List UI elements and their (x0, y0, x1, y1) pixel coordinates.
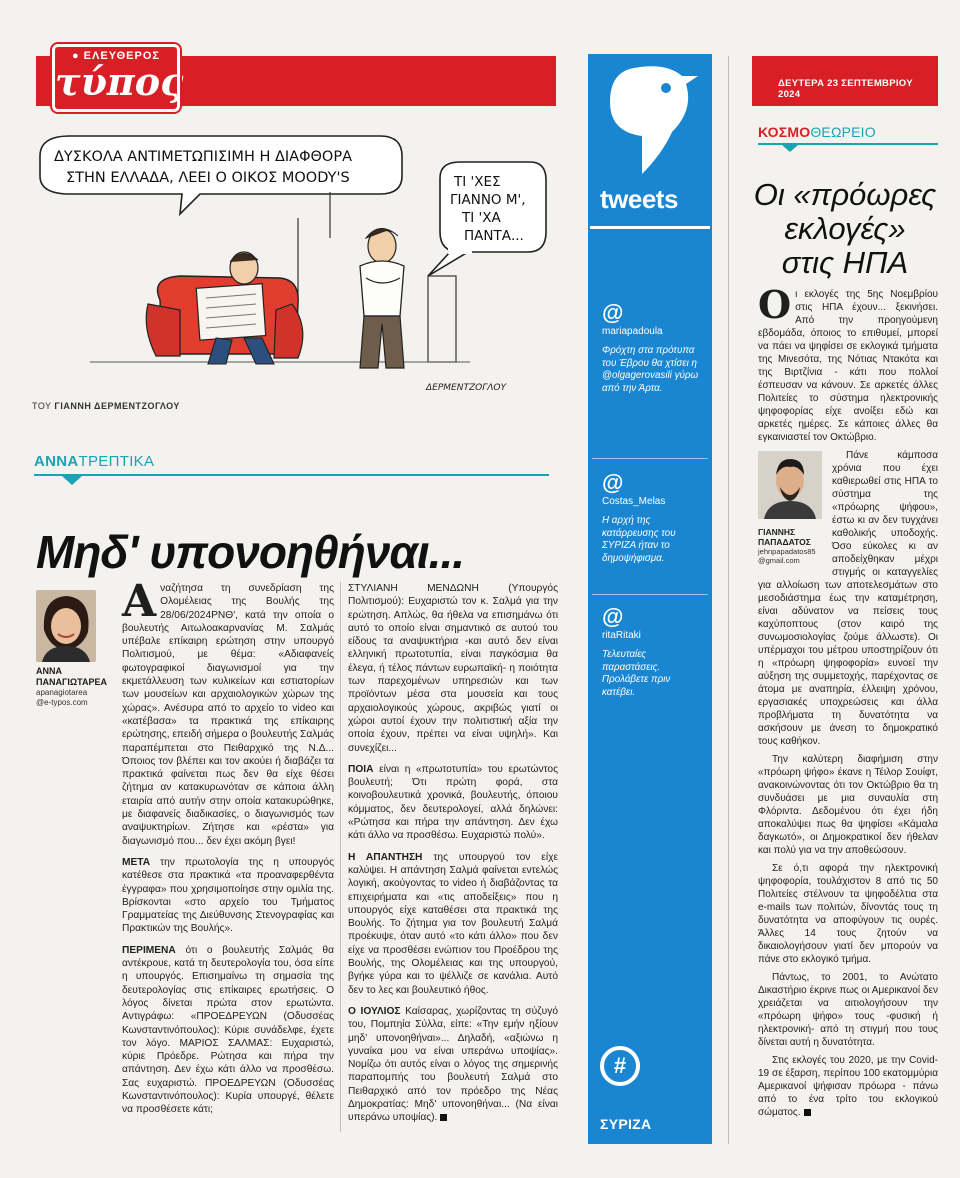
tweets-divider (590, 226, 710, 229)
section-divider-notch (62, 476, 82, 485)
bubble-right-line3: ΤΙ 'ΧΑ (462, 210, 501, 226)
right-section-tag (758, 124, 876, 140)
article-column-2 (348, 582, 558, 1133)
political-cartoon (30, 128, 550, 398)
right-section-rest: ΘΕΩΡΕΙΟ (810, 124, 876, 140)
paragraph-1: Αναζήτησα τη συνεδρίαση της Ολομέλειας της Βουλής της 28/06/2024ΡΝΘ', κατά την οποία ο βουλευτής Αιτωλοακαρνανίας Μ. Σαλμάς υπέβαλε επίκαιρη ερώτηση στην υπουργό Πολιτισμού, με θέμα: «Αδιαφανείς φωτογραφικοί διαγωνισμοί για την εκμετάλλευση των κυλικείων και εστιατορίων των μουσείων και αρχαιολογικών χώρων της χώρας». Ανέσυρα από το αρχείο το video και «κατέβασα» τα πρακτικά της επίκαιρης ερώτησης, επειδή σήμερα ο βουλευτής Σαλμάς παραπέμπεται στο Πειθαρχικό της Ν.Δ... Όποιος τον βλέπει και τον ακούει ή διαβάζει τα πρακτικά φαίνεται πως δεν θα είχε θέσει ζήτημα αν κατακυρωνόταν σε κάποια άλλη εταιρία από αυτήν στην οποία κατακυρώθηκε, με διαφανείς διαδικασίες, ο διαγωνισμός των αναψυκτηρίων. Ζήτησε και «ρέστα» για διαγωνισμό που... δεν έχει ακόμη βγει! (122, 576, 334, 847)
tweets-bird-icon (602, 62, 702, 182)
hashtag-icon[interactable]: # (600, 1046, 640, 1086)
standing-man-shirt (360, 261, 404, 316)
tweets-title: tweets (600, 184, 678, 214)
tweet-item[interactable] (602, 470, 702, 565)
newspaper-prop (196, 284, 265, 340)
right-paragraph-6: Στις εκλογές του 2020, με την Covid-19 σε έξαρση, περίπου 100 εκατομμύρια Αμερικανοί ψήφισαν πρόωρα - πάνω από το ένα τρίτο του εκλογικού σώματος. (758, 1055, 938, 1118)
author-photo-giannis (758, 451, 822, 519)
tweet-separator (592, 458, 708, 459)
right-paragraph-3: Την καλύτερη διαφήμιση στην «πρόωρη ψήφο» έκανε η Τέιλορ Σουίφτ, ανακοινώνοντας ότι τον Οκτώβριο θα τη συνδυάσει με μια συναυλία στη Φλόριντα. Δεδομένου ότι έχει ήδη αποκαλύψει πως θα ψηφίσει «Κάμαλα δαγκωτό», οι Δημοκρατικοί δεν ήθελαν και πολύ για να την αποθεώσουν. (758, 754, 938, 856)
tweet-text: Φρόχτη στα πρότυπα του Έβρου θα χτίσει η @olgagerovasili γύρω από την Άρτα. (602, 345, 699, 394)
tweet-item[interactable] (602, 604, 702, 699)
author-card-giannis (758, 451, 826, 565)
tweets-panel (588, 54, 712, 1144)
issue-date: ΔΕΥΤΕΡΑ 23 ΣΕΠΤΕΜΒΡΙΟΥ 2024 (752, 56, 938, 106)
tweet-text: Η αρχή της κατάρρευσης του ΣΥΡΙΖΑ ήταν το δημοψήφισμα. (602, 515, 676, 564)
logo-top-text: ● ΕΛΕΥΘΕΡΟΣ (71, 50, 161, 62)
article-headline: Μηδ' υπονοηθήναι... (36, 526, 465, 578)
bubble-right-line1: ΤΙ 'ΧΕΣ (454, 174, 501, 190)
bubble-left-line2: ΣΤΗΝ ΕΛΛΑΔΑ, ΛΕΕΙ Ο ΟΙΚΟΣ MOODY'S (66, 170, 350, 186)
right-article-body (758, 282, 938, 1124)
drop-cap: Α (122, 576, 157, 627)
bubble-right-line2: ΓΙΑΝΝΟ Μ', (450, 192, 526, 208)
paragraph-4: ΣΤΥΛΙΑΝΗ ΜΕΝΔΩΝΗ (Υπουργός Πολιτισμού): Ευχαριστώ τον κ. Σαλμά για την ερώτηση. Απλώς, θα ήθελα να επισημάνω ότι αυτό το οποίο είναι σημαντικό σε αυτού του είδους τα αναψυκτήρια -και αυτό δεν είναι ελληνική πρωτοτυπία, είναι παγκόσμια θα έλεγα, ή τέλος πάντων ευρωπαϊκή- η ποιότητα των παρεχομένων υπηρεσιών και των προϊόντων μέσα στα μουσεία και τους αρχαιολογικούς χώρους, ακριβώς γιατί οι χώροι αυτοί έχουν την πολιτιστική αξία την οποία έχουν, πρέπει να είναι υψηλή». Και συνεχίζει... (348, 583, 558, 754)
bubble-left-line1: ΔΥΣΚΟΛΑ ΑΝΤΙΜΕΤΩΠΙΣΙΜΗ Η ΔΙΑΦΘΟΡΑ (54, 149, 352, 165)
right-paragraph-2: Πάνε κάμποσα χρόνια που έχει καθιερωθεί στις ΗΠΑ το σύστημα της «πρόωρης ψήφου», έστω κι αν δεν τυγχάνει καθολικής υποδοχής. Όσο εύκολες κι αν αποδείχθηκαν μέχρι στιγμής οι καταγγελίες για αλλοίωση των αποτελεσμάτων στο μεσοδιάστημα έως την καταμέτρηση, είναι αδύνατον να πείσεις τους καχύποπτους (στον καιρό της συνωμοσιολογίας ζούμε άλλωστε). Οι υπέρμαχοι του μέτρου υποστηρίζουν ότι η «πρόωρη ψηφοφορία» ευνοεί την αύξηση της συμμετοχής, παρέχοντας σε άτομα με αναπηρία, έλλειψη χρόνου, εργασιακές υποχρεώσεις και άλλα προβλήματα τη δυνατότητα να ασκήσουν με άνεση το δημοκρατικό τους καθήκον. (758, 450, 938, 747)
right-paragraph-5: Πάντως, το 2001, το Ανώτατο Δικαστήριο έκρινε πως οι Αμερικανοί δεν χρειάζεται να αιτιολογήσουν την «πρόωρη ψήφο» τους -φυσική ή ηλεκτρονική- από τη στιγμή που τους δίνεται αυτή η δυνατότητα. (758, 972, 938, 1048)
tweet-username[interactable]: mariapadoula (602, 326, 663, 337)
bubble-right-line4: ΠΑΝΤΑ... (464, 228, 524, 244)
end-mark (804, 1109, 811, 1116)
section-tag-bold: ΑΝΝΑ (34, 453, 79, 470)
logo-main-text: τύπος (55, 59, 184, 104)
at-icon: @ (602, 470, 624, 495)
right-paragraph-4: Σε ό,τι αφορά την ηλεκτρονική ψηφοφορία, τουλάχιστον 8 από τις 50 Πολιτείες στέλνουν τα ψηφοδέλτια στα e-mails των πολιτών, δίνοντάς τους τη δυνατότητα να αποφύγουν τις ουρές. Άλλες 14 τους ζητούν να δικαιολογήσουν γιατί δεν μπορούν να πάνε στο εκλογικό τμήμα. (758, 863, 938, 965)
paragraph-5: ΠΟΙΑ είναι η «πρωτοτυπία» του ερωτώντος βουλευτή; Ότι πρώτη φορά, στα κοινοβουλευτικά χρονικά, βουλευτής, όποιου κόμματος, δεν δευτερολογεί, αλλά δηλώνει: «Ρώτησα και πήρα την απάντηση. Δεν έχω κάτι άλλο να προσθέσω. Ευχαριστώ πολύ». (348, 763, 558, 842)
newspaper-logo[interactable] (52, 44, 184, 112)
tweet-separator (592, 594, 708, 595)
tweet-text: Τελευταίες παραστάσεις. Προλάβετε πριν κατέβει. (602, 649, 671, 698)
cartoon-credit (32, 401, 180, 411)
right-paragraph-1: Οι εκλογές της 5ης Νοεμβρίου στις ΗΠΑ έχουν... ξεκινήσει. Από την προηγούμενη εβδομάδα, όποιος το επιθυμεί, μπορεί να πάει να ψηφίσει σε εκλογικά τμήματα της Μινεσότα, της Νότιας Ντακότα και της Βιρτζίνια - κάτι που πολλοί έσπευσαν να κάνουν. Σε αρκετές άλλες Πολιτείες το σύστημα ηλεκτρονικής ψηφοφορίας είχε ανοίξει εδώ και αρκετές ημέρες. Σε κάποιες άλλες θα εγκαινιαστεί τον Οκτώβριο. (758, 282, 938, 443)
right-headline: Οι «πρόωρες εκλογές» στις ΗΠΑ (753, 177, 937, 280)
paragraph-7: Ο ΙΟΥΛΙΟΣ Καίσαρας, χωρίζοντας τη σύζυγό του, Πομπηία Σύλλα, είπε: «Την εμήν ηξίουν μηδ' υπονοηθήναι»... Δηλαδή, «αξιώνω η γυναίκα μου να είναι υπεράνω υποψίας». Νομίζω ότι αυτός είναι ο λόγος της σημερινής παραπομπής του βουλευτή Σαλμά στο Πειθαρχικό από τον πρόεδρο της Νέας Δημοκρατίας: Μηδ' υπονοηθήναι... (Να είναι υπεράνω υποψίας). (348, 1005, 558, 1124)
end-mark (440, 1114, 447, 1121)
author-photo-anna (36, 590, 96, 662)
paragraph-6: Η ΑΠΑΝΤΗΣΗ της υπουργού τον είχε καλύψει. Η απάντηση Σαλμά φαίνεται εντελώς λογική, ακούγοντας το video ή διαβάζοντας τα επιχειρήματα και «τις αποδείξεις» που η υπουργός είχε καταθέσει στα πρακτικά της Βουλής. Το ζήτημα για τον βουλευτή Σαλμά προέκυψε, όταν αυτό «το κάτι άλλο» που δεν είχε να προσθέσει ενώπιον του Προέδρου της Βουλής, της Ολομέλειας και της υπουργού, βγήκε γύρα και το ψέλλιζε σε κανάλια. Αυτό δεν το λες και βουλευτικό ήθος. (348, 851, 558, 996)
author-name-giannis: ΓΙΑΝΝΗΣ ΠΑΠΑΔΑΤΟΣ (758, 527, 811, 547)
right-section-notch (782, 145, 798, 152)
column-divider (728, 56, 729, 1144)
right-section-bold: ΚΟΣΜΟ (758, 124, 811, 140)
column-section-tag (34, 453, 154, 470)
author-email-anna[interactable]: apanagiotarea @e-typos.com (36, 688, 88, 707)
column-divider (340, 582, 341, 1132)
author-name-anna: ΑΝΝΑ ΠΑΝΑΓΙΩΤΑΡΕΑ (36, 666, 107, 687)
at-icon: @ (602, 300, 624, 325)
tweets-hashtag-label[interactable]: ΣΥΡΙΖΑ (600, 1116, 652, 1132)
article-column-1 (122, 576, 334, 1125)
paragraph-2: ΜΕΤΑ την πρωτολογία της η υπουργός κατέθεσε στα πρακτικά «τα προαναφερθέντα έγγραφα» που χρησιμοποίησε στην ομιλία της. Βρίσκονται «στο αρχείο του Τμήματος Γραμματείας της Διεύθυνσης Στενογραφίας και Πρακτικών της Βουλής». (122, 856, 334, 935)
drop-cap: Ο (758, 282, 792, 327)
tweet-username[interactable]: ritaRitaki (602, 630, 641, 641)
section-tag-rest: ΤΡΕΠΤΙΚΑ (78, 453, 155, 470)
author-email-giannis[interactable]: jehnpapadatos85 @gmail.com (758, 547, 816, 565)
credit-name: ΓΙΑΝΝΗ ΔΕΡΜΕΝΤΖΟΓΛΟΥ (54, 401, 180, 411)
tweet-username[interactable]: Costas_Melas (602, 496, 666, 507)
at-icon: @ (602, 604, 624, 629)
credit-prefix: ΤΟΥ (32, 401, 52, 411)
paragraph-3: ΠΕΡΙΜΕΝΑ ότι ο βουλευτής Σαλμάς θα αντέκρουε, κατά τη δευτερολογία του, όσα είπε η υπουργός. Επισημαίνω τη σημασία της δευτερολογίας στις επίκαιρες ερωτήσεις. Ο λόγος δίνεται πρώτα στον ερωτώντα. Αντιγράφω: «ΠΡΟΕΔΡΕΥΩΝ (Οδυσσέας Κωνσταντινόπουλος): Κύριε συνάδελφε, έχετε τον λόγο. ΜΑΡΙΟΣ ΣΑΛΜΑΣ: Ευχαριστώ, κύριε Πρόεδρε. Ρώτησα και πήρα την απάντηση. Δεν έχω κάτι άλλο να προσθέσω. Σας ευχαριστώ. ΠΡΟΕΔΡΕΥΩΝ (Οδυσσέας Κωνσταντινόπουλος): Κυρία υπουργέ, θέλετε να προσθέσετε κάτι; (122, 944, 334, 1116)
cartoon-signature: ΔΕΡΜΕΝΤΖΟΓΛΟΥ (426, 383, 506, 393)
tweet-item[interactable] (602, 300, 702, 395)
section-divider (34, 474, 549, 476)
